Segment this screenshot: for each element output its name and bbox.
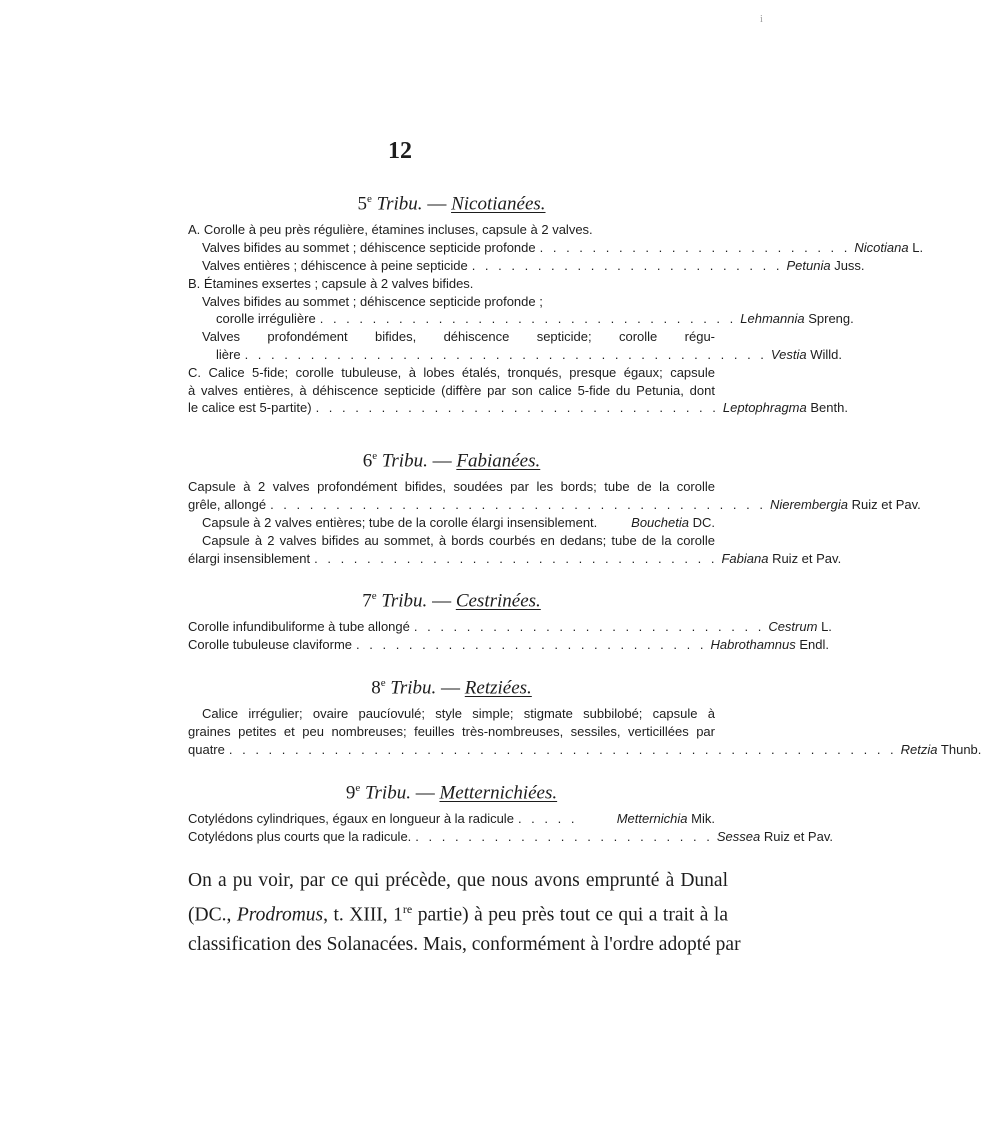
paragraph-line: classification des Solanacées. Mais, conformément à l'ordre adopté par xyxy=(188,933,741,955)
key-line: Capsule à 2 valves bifides au sommet, à bords courbés en dedans; tube de la corolle xyxy=(202,532,715,548)
key-line-genus: corolle irrégulière . . . . . . . . . . . . . . . . . . . . . . . . . . . . . . . . Lehmannia Spreng. xyxy=(216,311,854,327)
key-line-genus: Cotylédons cylindriques, égaux en longueur à la radicule . . . . . Metternichia Mik. xyxy=(188,811,715,827)
page-number: 12 xyxy=(388,138,412,164)
key-line-genus: élargi insensiblement . . . . . . . . . . . . . . . . . . . . . . . . . . . . . . . Fabiana Ruiz et Pav. xyxy=(188,550,842,566)
key-line-genus: lière . . . . . . . . . . . . . . . . . . . . . . . . . . . . . . . . . . . . . . . . Vestia Willd. xyxy=(216,346,842,362)
key-line-genus: grêle, allongé . . . . . . . . . . . . . . . . . . . . . . . . . . . . . . . . . . . . . . Nierembergia Ruiz et Pav. xyxy=(188,497,921,513)
key-line-genus: Corolle infundibuliforme à tube allongé . . . . . . . . . . . . . . . . . . . . . . . . . . . Cestrum L. xyxy=(188,619,832,635)
key-line-genus: Corolle tubuleuse claviforme . . . . . . . . . . . . . . . . . . . . . . . . . . . Habrothamnus Endl. xyxy=(188,637,830,653)
key-line-genus: Valves entières ; déhiscence à peine septicide . . . . . . . . . . . . . . . . . . . . . . . . Petunia Juss. xyxy=(202,257,865,273)
tribe-6-heading: 6e Tribu. — Fabianées. xyxy=(362,450,541,472)
key-line: Capsule à 2 valves profondément bifides, soudées par les bords; tube de la corolle xyxy=(188,479,715,495)
tribe-8-heading: 8e Tribu. — Retziées. xyxy=(371,677,532,699)
tribe-8-section xyxy=(188,677,981,759)
tribe-6-section xyxy=(188,450,921,567)
key-line-genus: quatre . . . . . . . . . . . . . . . . . . . . . . . . . . . . . . . . . . . . . . . . . . . . . . . . . . . Retzia Thunb. xyxy=(188,741,981,757)
paragraph-line: (DC., Prodromus, t. XIII, 1re partie) à peu près tout ce qui a trait à la xyxy=(188,902,728,926)
key-line-genus: Valves bifides au sommet ; déhiscence septicide profonde . . . . . . . . . . . . . . . . . . . . . . . . Nicotiana L. xyxy=(202,240,924,256)
key-line: B. Étamines exsertes ; capsule à 2 valves bifides. xyxy=(188,275,474,291)
key-line-genus: le calice est 5-partite) . . . . . . . . . . . . . . . . . . . . . . . . . . . . . . . Leptophragma Benth. xyxy=(188,400,848,416)
tribe-5-section xyxy=(188,193,924,417)
key-line: Calice irrégulier; ovaire paucíovulé; style simple; stigmate subbilobé; capsule à xyxy=(202,706,715,722)
tribe-7-section xyxy=(188,590,832,654)
key-line-genus: Cotylédons plus courts que la radicule. . . . . . . . . . . . . . . . . . . . . . . . Sessea Ruiz et Pav. xyxy=(188,829,833,845)
key-line: Valves profondément bifides, déhiscence septicide; corolle régu- xyxy=(202,329,715,345)
key-line: Valves bifides au sommet ; déhiscence septicide profonde ; xyxy=(202,293,543,309)
tribe-9-heading: 9e Tribu. — Metternichiées. xyxy=(345,782,558,804)
key-line-genus: Capsule à 2 valves entières; tube de la corolle élargi insensiblement. Bouchetia DC. xyxy=(202,514,715,530)
tribe-7-heading: 7e Tribu. — Cestrinées. xyxy=(362,590,541,612)
tribe-5-heading: 5e Tribu. — Nicotianées. xyxy=(357,193,546,215)
tribe-9-section xyxy=(188,782,833,846)
paragraph-line: On a pu voir, par ce qui précède, que nous avons emprunté à Dunal xyxy=(188,870,728,891)
corner-mark: i xyxy=(760,14,763,25)
key-line: A. Corolle à peu près régulière, étamines incluses, capsule à 2 valves. xyxy=(188,222,593,238)
key-line: à valves entières, à déhiscence septicide (diffère par son calice 5-fide du Petunia, dont xyxy=(188,382,715,398)
key-line: C. Calice 5-fide; corolle tubuleuse, à lobes étalés, tronqués, presque égaux; capsule xyxy=(188,364,715,380)
body-paragraph xyxy=(188,866,741,959)
key-line: graines petites et peu nombreuses; feuilles très-nombreuses, sessiles, verticillées par xyxy=(188,724,715,740)
